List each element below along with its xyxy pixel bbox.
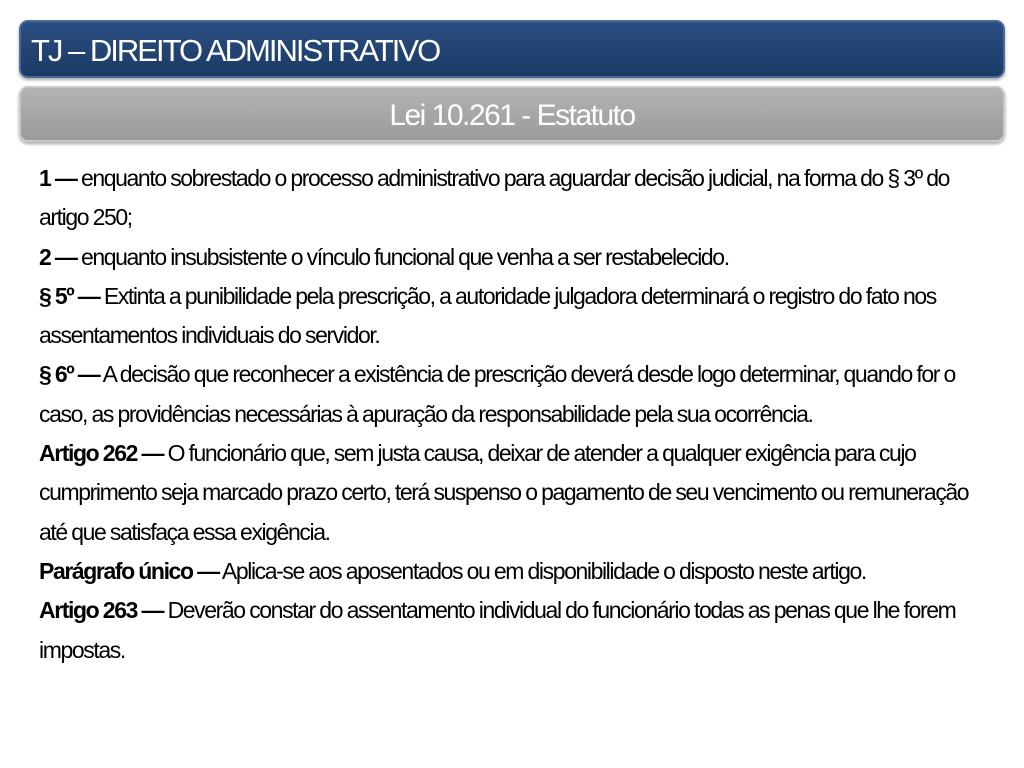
paragraph-section-6: [39, 355, 989, 434]
paragraph-text: enquanto sobrestado o processo administrativo para aguardar decisão judicial, na forma do § 3º do artigo 250;: [39, 165, 949, 231]
paragraph-text: O funcionário que, sem justa causa, deixar de atender a qualquer exigência para cujo cumprimento seja marcado prazo certo, terá suspenso o pagamento de seu vencimento ou remuneração até que satisfaça essa exigência.: [39, 440, 969, 545]
page-subtitle: Lei 10.261 - Estatuto: [389, 99, 635, 132]
paragraph-text: Deverão constar do assentamento individual do funcionário todas as penas que lhe forem impostas.: [39, 597, 956, 663]
page-title: TJ – DIREITO ADMINISTRATIVO: [31, 33, 440, 68]
paragraph-label: Parágrafo único —: [39, 557, 219, 584]
document-body: [39, 159, 989, 670]
paragraph-item-2: [39, 238, 989, 277]
paragraph-label: 2 —: [39, 243, 77, 270]
paragraph-label: Artigo 263 —: [39, 597, 164, 624]
subtitle-bar: [19, 86, 1005, 142]
paragraph-text: enquanto insubsistente o vínculo funcional que venha a ser restabelecido.: [76, 243, 729, 270]
paragraph-label: § 5º —: [39, 282, 100, 309]
paragraph-text: Extinta a punibilidade pela prescrição, a autoridade julgadora determinará o registro do fato nos assentamentos individuais do servidor.: [39, 282, 936, 349]
paragraph-text: Aplica-se aos aposentados ou em disponibilidade o disposto neste artigo.: [218, 557, 866, 584]
paragraph-section-5: [39, 277, 989, 356]
paragraph-article-263: [39, 591, 989, 670]
paragraph-sole-paragraph: [39, 552, 989, 591]
title-bar: [19, 20, 1005, 78]
paragraph-label: 1 —: [39, 165, 77, 191]
paragraph-label: § 6º —: [39, 361, 100, 388]
paragraph-item-1: [39, 159, 989, 238]
paragraph-text: A decisão que reconhecer a existência de prescrição deverá desde logo determinar, quando for o caso, as providências necessárias à apuração da responsabilidade pela sua ocorrência.: [39, 361, 955, 427]
paragraph-article-262: [39, 434, 989, 552]
paragraph-label: Artigo 262 —: [39, 440, 164, 467]
